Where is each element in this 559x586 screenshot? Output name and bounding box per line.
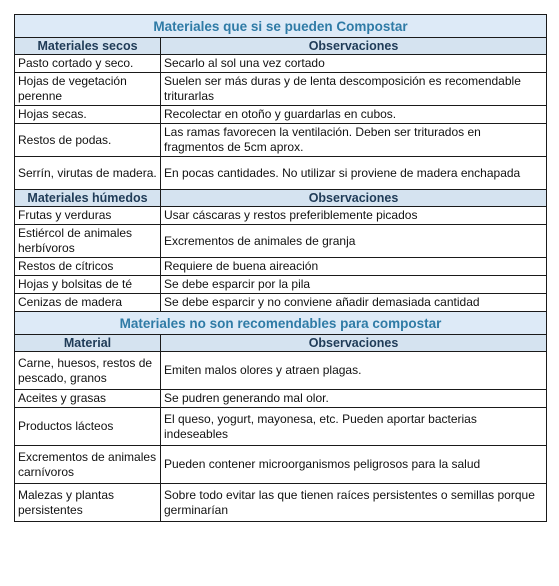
observation-cell: El queso, yogurt, mayonesa, etc. Pueden aportar bacterias indeseables (161, 408, 547, 446)
observation-cell: Las ramas favorecen la ventilación. Deben ser triturados en fragmentos de 5cm aprox. (161, 124, 547, 157)
section-header-row (15, 335, 547, 352)
table-row (15, 352, 547, 390)
section3-title: Materiales no son recomendables para compostar (15, 312, 547, 335)
material-cell: Hojas de vegetación perenne (15, 73, 161, 106)
table-row (15, 73, 547, 106)
compost-materials-table (14, 14, 547, 522)
observation-cell: Excrementos de animales de granja (161, 225, 547, 258)
col-header-observaciones: Observaciones (161, 335, 547, 352)
table-row (15, 276, 547, 294)
table-row (15, 157, 547, 190)
table-row (15, 390, 547, 408)
material-cell: Serrín, virutas de madera. (15, 157, 161, 190)
material-cell: Hojas secas. (15, 106, 161, 124)
table-row (15, 124, 547, 157)
table-row (15, 258, 547, 276)
section-header-row (15, 38, 547, 55)
observation-cell: En pocas cantidades. No utilizar si proviene de madera enchapada (161, 157, 547, 190)
observation-cell: Pueden contener microorganismos peligrosos para la salud (161, 446, 547, 484)
material-cell: Productos lácteos (15, 408, 161, 446)
col-header-material: Material (15, 335, 161, 352)
material-cell: Cenizas de madera (15, 294, 161, 312)
observation-cell: Se pudren generando mal olor. (161, 390, 547, 408)
observation-cell: Se debe esparcir por la pila (161, 276, 547, 294)
col-header-material: Materiales secos (15, 38, 161, 55)
material-cell: Carne, huesos, restos de pescado, granos (15, 352, 161, 390)
table-row (15, 207, 547, 225)
table-row (15, 55, 547, 73)
material-cell: Aceites y grasas (15, 390, 161, 408)
table-row (15, 408, 547, 446)
material-cell: Hojas y bolsitas de té (15, 276, 161, 294)
material-cell: Malezas y plantas persistentes (15, 484, 161, 522)
observation-cell: Secarlo al sol una vez cortado (161, 55, 547, 73)
section-title-row (15, 15, 547, 38)
col-header-observaciones: Observaciones (161, 38, 547, 55)
compost-table-container (14, 14, 546, 522)
table-row (15, 294, 547, 312)
observation-cell: Emiten malos olores y atraen plagas. (161, 352, 547, 390)
observation-cell: Usar cáscaras y restos preferiblemente picados (161, 207, 547, 225)
section1-title: Materiales que si se pueden Compostar (15, 15, 547, 38)
observation-cell: Requiere de buena aireación (161, 258, 547, 276)
section-title-row (15, 312, 547, 335)
material-cell: Restos de cítricos (15, 258, 161, 276)
observation-cell: Recolectar en otoño y guardarlas en cubos. (161, 106, 547, 124)
material-cell: Excrementos de animales carnívoros (15, 446, 161, 484)
table-row (15, 106, 547, 124)
section-header-row (15, 190, 547, 207)
observation-cell: Suelen ser más duras y de lenta descomposición es recomendable triturarlas (161, 73, 547, 106)
observation-cell: Sobre todo evitar las que tienen raíces persistentes o semillas porque germinarían (161, 484, 547, 522)
col-header-material: Materiales húmedos (15, 190, 161, 207)
table-row (15, 225, 547, 258)
material-cell: Frutas y verduras (15, 207, 161, 225)
material-cell: Estiércol de animales herbívoros (15, 225, 161, 258)
material-cell: Restos de podas. (15, 124, 161, 157)
table-row (15, 446, 547, 484)
table-row (15, 484, 547, 522)
material-cell: Pasto cortado y seco. (15, 55, 161, 73)
observation-cell: Se debe esparcir y no conviene añadir demasiada cantidad (161, 294, 547, 312)
col-header-observaciones: Observaciones (161, 190, 547, 207)
